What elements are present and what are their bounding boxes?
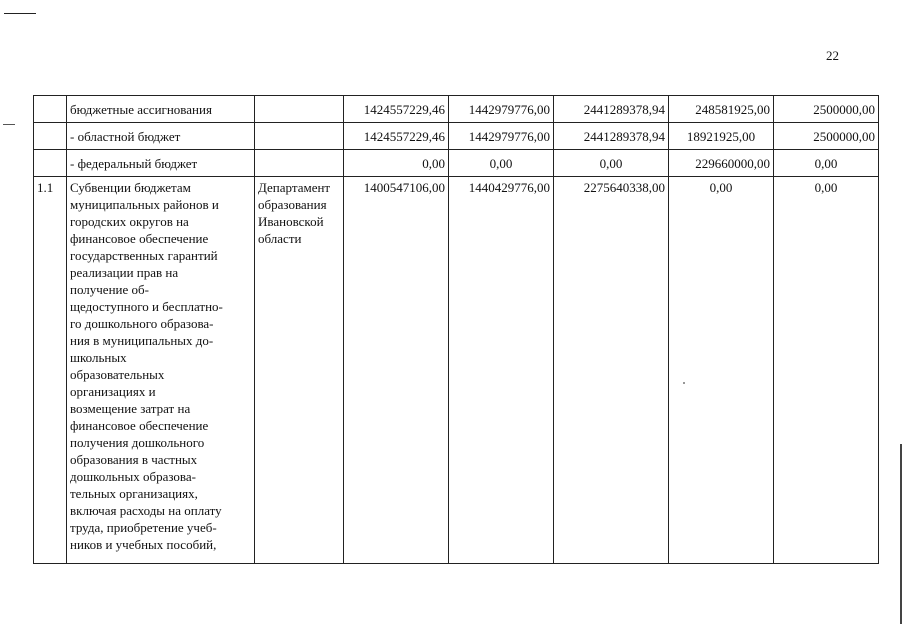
row-description: бюджетные ассигнования bbox=[67, 96, 255, 123]
value-cell: 2441289378,94 bbox=[554, 123, 669, 150]
value-cell: 1442979776,00 bbox=[449, 96, 554, 123]
description-text: Субвенции бюджетам муниципальных районов и городских округов на финансовое обеспечение государственных гарантий реализации прав на получение об- щедоступного и бесплатно- го дошкольного образова- ния в муниципальных до- школьных образовательных организациях и возмещение затрат на финансовое обеспечение получения дошкольного образования в частных дошкольных образова- тельных организациях, включая расходы на оплату труда, приобретение учеб- ников и учебных пособий, bbox=[70, 180, 223, 552]
page-number: 22 bbox=[826, 48, 839, 63]
value-cell: 229660000,00 bbox=[669, 150, 774, 177]
value-cell: 1442979776,00 bbox=[449, 123, 554, 150]
value-cell: 2500000,00 bbox=[774, 96, 879, 123]
value-cell: 2441289378,94 bbox=[554, 96, 669, 123]
row-index bbox=[34, 96, 67, 123]
value-cell: 1400547106,00 bbox=[344, 177, 449, 564]
row-index bbox=[34, 150, 67, 177]
value-cell: 18921925,00 bbox=[669, 123, 774, 150]
scan-edge-line bbox=[900, 444, 902, 624]
table-row bbox=[34, 96, 879, 123]
table-row bbox=[34, 123, 879, 150]
row-description: - федеральный бюджет bbox=[67, 150, 255, 177]
value-cell: 0,00 bbox=[554, 150, 669, 177]
row-index bbox=[34, 123, 67, 150]
value-cell: 1424557229,46 bbox=[344, 96, 449, 123]
row-responsible bbox=[255, 177, 344, 564]
scan-mark bbox=[3, 124, 15, 125]
budget-table bbox=[33, 95, 879, 564]
value-cell: 248581925,00 bbox=[669, 96, 774, 123]
value-cell: 1424557229,46 bbox=[344, 123, 449, 150]
row-index: 1.1 bbox=[34, 177, 67, 564]
row-description bbox=[67, 177, 255, 564]
row-responsible bbox=[255, 96, 344, 123]
value-cell: 1440429776,00 bbox=[449, 177, 554, 564]
value-cell: 0,00 bbox=[449, 150, 554, 177]
value-cell: 0,00 bbox=[669, 177, 774, 564]
value-cell: 0,00 bbox=[774, 150, 879, 177]
value-cell: 0,00 bbox=[344, 150, 449, 177]
scan-mark bbox=[4, 13, 36, 14]
responsible-text: Департамент образования Ивановской области bbox=[258, 180, 331, 246]
row-responsible bbox=[255, 123, 344, 150]
table-row bbox=[34, 150, 879, 177]
value-cell: 2500000,00 bbox=[774, 123, 879, 150]
value-cell: 0,00 bbox=[774, 177, 879, 564]
table-row bbox=[34, 177, 879, 564]
row-description: - областной бюджет bbox=[67, 123, 255, 150]
value-cell: 2275640338,00 bbox=[554, 177, 669, 564]
row-responsible bbox=[255, 150, 344, 177]
